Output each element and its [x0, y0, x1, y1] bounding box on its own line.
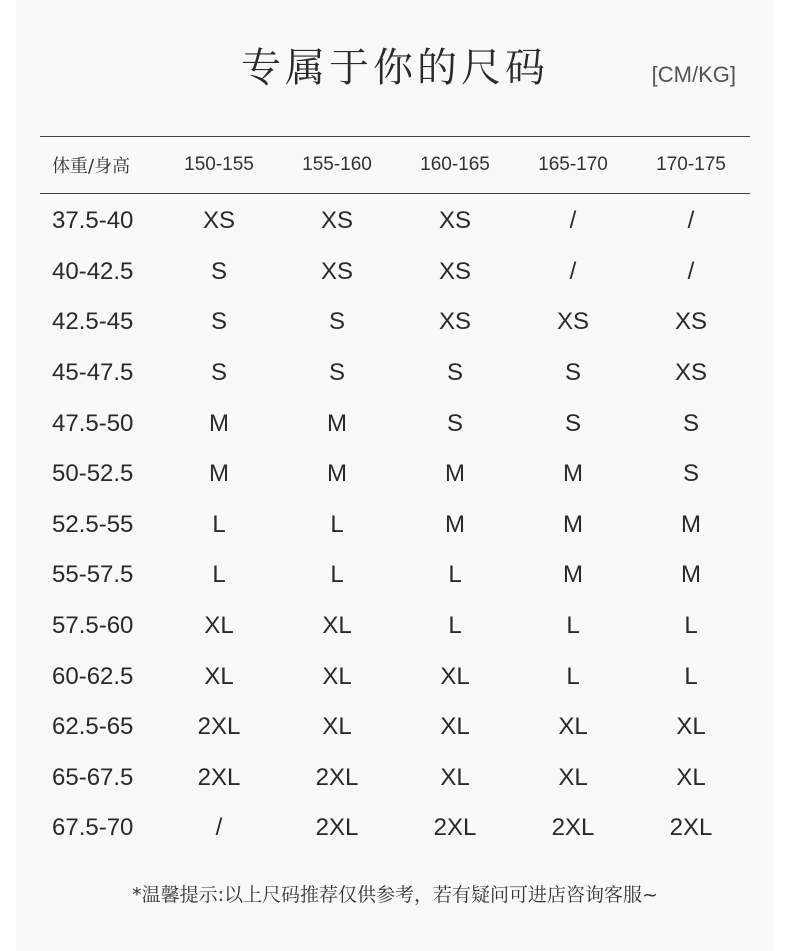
table-row [40, 500, 750, 551]
size-cell: M [563, 510, 583, 538]
size-cell: 2XL [315, 814, 359, 842]
size-cell: XL [440, 713, 470, 741]
weight-cell: 57.5-60 [52, 612, 134, 640]
size-cell: 2XL [433, 814, 477, 842]
size-cell: XS [438, 257, 471, 285]
size-cell: / [569, 257, 577, 285]
header [16, 0, 774, 120]
size-cell: XS [320, 207, 353, 235]
weight-cell: 62.5-65 [52, 713, 134, 741]
size-cell: S [210, 257, 227, 285]
size-cell: L [330, 561, 344, 589]
weight-cell: 55-57.5 [52, 561, 134, 589]
weight-cell: 50-52.5 [52, 460, 134, 488]
table-row [40, 348, 750, 399]
size-cell: L [566, 662, 580, 690]
table-row [40, 651, 750, 702]
weight-cell: 37.5-40 [52, 207, 134, 235]
table-row [40, 247, 750, 298]
size-cell: M [209, 460, 229, 488]
weight-cell: 40-42.5 [52, 257, 134, 285]
size-cell: M [445, 510, 465, 538]
size-cell: 2XL [669, 814, 713, 842]
size-cell: S [682, 460, 699, 488]
size-cell: S [564, 409, 581, 437]
size-cell: XS [438, 207, 471, 235]
column-header: 150-155 [184, 154, 254, 175]
table-row [40, 702, 750, 753]
table-row [40, 601, 750, 652]
size-cell: S [564, 359, 581, 387]
table-row [40, 297, 750, 348]
size-cell: XS [438, 308, 471, 336]
page-title: 专属于你的尺码 [241, 45, 549, 91]
size-cell: M [681, 561, 701, 589]
size-cell: L [448, 612, 462, 640]
size-cell: M [327, 460, 347, 488]
size-cell: XS [556, 308, 589, 336]
size-cell: 2XL [197, 763, 241, 791]
weight-cell: 45-47.5 [52, 359, 134, 387]
column-header: 170-175 [656, 154, 726, 175]
table-row [40, 803, 750, 854]
size-cell: XS [202, 207, 235, 235]
column-header: 165-170 [538, 154, 608, 175]
size-cell: XS [674, 359, 707, 387]
size-cell: 2XL [197, 713, 241, 741]
table-row [40, 449, 750, 500]
table-row [40, 550, 750, 601]
corner-header: 体重/身高 [52, 156, 131, 177]
size-cell: S [446, 409, 463, 437]
weight-cell: 47.5-50 [52, 409, 134, 437]
size-cell: S [328, 308, 345, 336]
size-cell: XS [674, 308, 707, 336]
size-cell: / [687, 257, 695, 285]
size-cell: S [328, 359, 345, 387]
size-cell: L [448, 561, 462, 589]
size-cell: XL [322, 713, 352, 741]
table-row [40, 753, 750, 804]
size-cell: M [445, 460, 465, 488]
size-cell: L [212, 561, 226, 589]
size-cell: XL [204, 612, 234, 640]
table-row [40, 196, 750, 247]
size-cell: XS [320, 257, 353, 285]
weight-cell: 65-67.5 [52, 763, 134, 791]
weight-cell: 42.5-45 [52, 308, 134, 336]
size-chart-page [16, 0, 774, 951]
size-cell: S [446, 359, 463, 387]
column-header: 160-165 [420, 154, 490, 175]
size-cell: XL [322, 612, 352, 640]
size-cell: XL [558, 763, 588, 791]
size-cell: M [681, 510, 701, 538]
size-cell: S [210, 308, 227, 336]
unit-label: [CM/KG] [651, 62, 736, 87]
size-cell: XL [322, 662, 352, 690]
size-cell: L [684, 662, 698, 690]
size-cell: / [215, 814, 223, 842]
table-header-row [40, 137, 750, 193]
size-cell: S [682, 409, 699, 437]
size-cell: XL [558, 713, 588, 741]
size-cell: XL [676, 763, 706, 791]
size-cell: L [684, 612, 698, 640]
size-cell: XL [440, 662, 470, 690]
size-cell: M [327, 409, 347, 437]
size-note: *温馨提示:以上尺码推荐仅供参考，若有疑问可进店咨询客服~ [132, 884, 658, 906]
size-cell: L [330, 510, 344, 538]
column-header: 155-160 [302, 154, 372, 175]
size-table [40, 136, 750, 854]
size-cell: XL [440, 763, 470, 791]
table-row [40, 398, 750, 449]
size-cell: 2XL [315, 763, 359, 791]
size-cell: M [563, 460, 583, 488]
weight-cell: 67.5-70 [52, 814, 134, 842]
size-cell: L [212, 510, 226, 538]
size-cell: / [569, 207, 577, 235]
weight-cell: 52.5-55 [52, 510, 134, 538]
size-cell: / [687, 207, 695, 235]
weight-cell: 60-62.5 [52, 662, 134, 690]
size-cell: M [209, 409, 229, 437]
size-cell: M [563, 561, 583, 589]
size-cell: XL [204, 662, 234, 690]
size-cell: S [210, 359, 227, 387]
size-cell: 2XL [551, 814, 595, 842]
size-cell: XL [676, 713, 706, 741]
table-body [40, 194, 750, 854]
size-cell: L [566, 612, 580, 640]
